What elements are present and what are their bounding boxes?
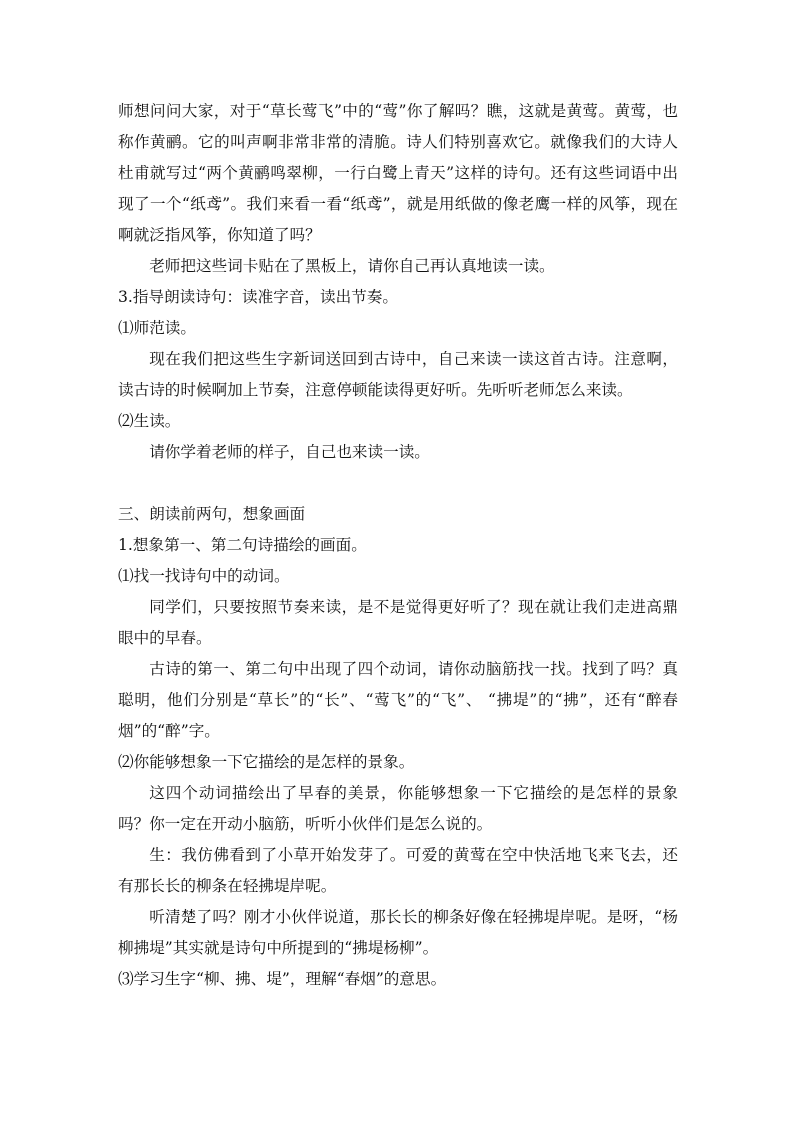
- blank-line: [118, 468, 678, 499]
- paragraph-early-spring: 同学们，只要按照节奏来读，是不是觉得更好听了？现在就让我们走进高鼎眼中的早春。: [118, 598, 678, 647]
- paragraph-student-answer: 生：我仿佛看到了小草开始发芽了。可爱的黄莺在空中快活地飞来飞去，还有那长长的柳条在轻拂堤岸呢。: [118, 846, 678, 895]
- paragraph-verbs-scene: 这四个动词描绘出了早春的美景，你能够想象一下它描绘的是怎样的景象吗？你一定在开动小脑筋，听听小伙伴们是怎么说的。: [118, 784, 678, 833]
- document-body: [118, 96, 678, 995]
- sub-heading-new-characters: ⑶学习生字“柳、拂、堤”，理解“春烟”的意思。: [118, 970, 447, 988]
- sub-heading-student-reading: ⑵生读。: [118, 412, 181, 430]
- sub-heading-teacher-reading: ⑴师范读。: [118, 319, 196, 337]
- paragraph-huangying: 师想问问大家，对于“草长莺飞”中的“莺”你了解吗？瞧，这就是黄莺。黄莺，也称作黄鹂。它的叫声啊非常非常的清脆。诗人们特别喜欢它。就像我们的大诗人杜甫就写过“两个黄鹂鸣翠柳，一行白鹭上青天”这样的诗句。还有这些词语中出现了一个“纸鸢”。我们来看一看“纸鸢”，就是用纸做的像老鹰一样的风筝，现在啊就泛指风筝，你知道了吗？: [118, 102, 678, 244]
- paragraph-student-reading: 请你学着老师的样子，自己也来读一读。: [149, 443, 430, 461]
- sub-heading-imagine: ⑵你能够想象一下它描绘的是怎样的景象。: [118, 753, 415, 771]
- section-heading-three: 三、朗读前两句，想象画面: [118, 505, 306, 523]
- step-heading-imagine-scene: 1.想象第一、第二句诗描绘的画面。: [118, 536, 367, 554]
- paragraph-four-verbs: 古诗的第一、第二句中出现了四个动词，请你动脑筋找一找。找到了吗？真聪明，他们分别是“草长”的“长”、“莺飞”的“飞”、 “拂堤”的“拂”，还有“醉春烟”的“醉”字。: [118, 660, 678, 740]
- step-heading-reading-guide: 3.指导朗读诗句：读准字音，读出节奏。: [118, 288, 398, 306]
- paragraph-word-cards: 老师把这些词卡贴在了黑板上，请你自己再认真地读一读。: [149, 257, 555, 275]
- sub-heading-find-verbs: ⑴找一找诗句中的动词。: [118, 567, 290, 585]
- paragraph-willow-embankment: 听清楚了吗？刚才小伙伴说道，那长长的柳条好像在轻拂堤岸呢。是呀，“杨柳拂堤”其实就是诗句中所提到的“拂堤杨柳”。: [118, 908, 678, 957]
- paragraph-teacher-reading: 现在我们把这些生字新词送回到古诗中，自己来读一读这首古诗。注意啊，读古诗的时候啊加上节奏，注意停顿能读得更好听。先听听老师怎么来读。: [118, 350, 678, 399]
